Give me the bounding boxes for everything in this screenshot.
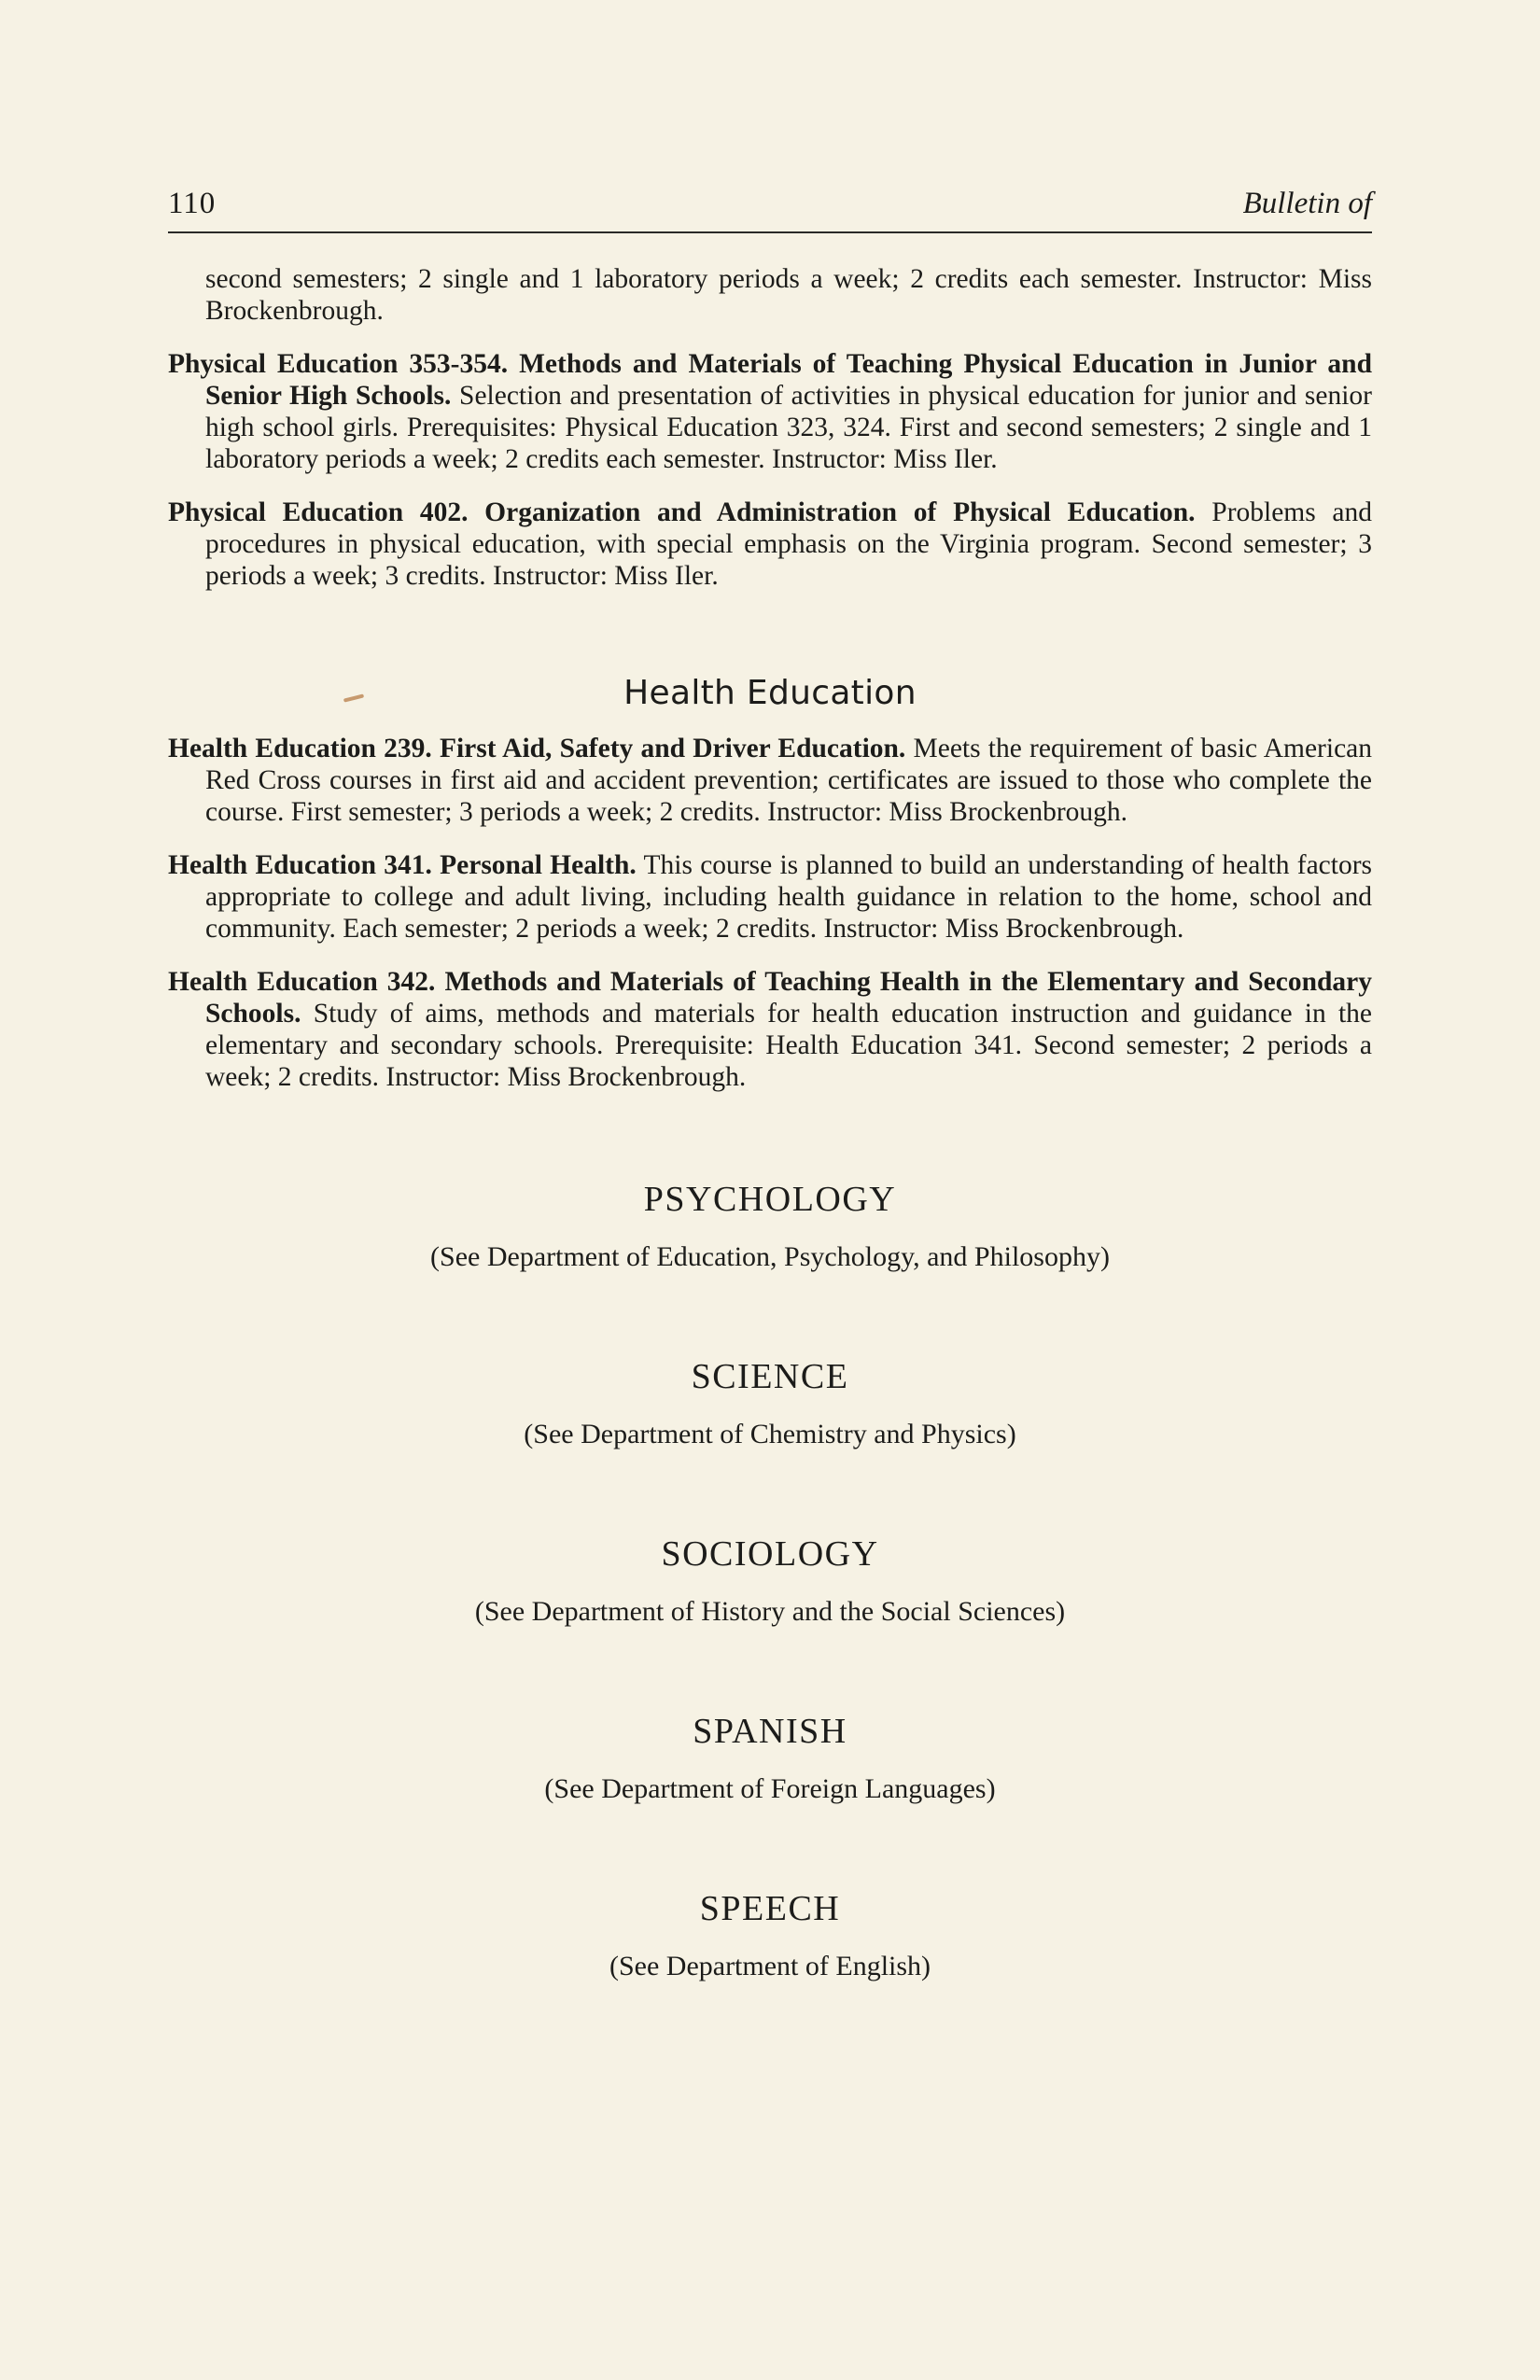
course-description: Selection and presentation of activities in physical education for junior and senior high school girls. Prerequisites: Physical Education 323, 324. First and second semesters; 2 single and 1 laboratory periods a week; 2 credits each semester. Instructor: Miss Iler.	[205, 381, 1372, 474]
course-number: Health Education 239.	[168, 734, 432, 763]
department-reference: (See Department of Foreign Languages)	[544, 1773, 996, 1804]
page-number: 110	[168, 187, 217, 220]
department-spanish	[168, 1711, 1372, 1806]
course-description: Study of aims, methods and materials for health education instruction and guidance in the elementary and secondary schools. Prerequisite: Health Education 341. Second semester; 2 periods a week; 2 credits. Instructor: Miss Brockenbrough.	[205, 999, 1372, 1092]
course-title: Personal Health.	[440, 850, 637, 880]
course-description: Problems and procedures in physical education, with special emphasis on the Virginia program. Second semester; 3 periods a week; 3 credits. Instructor: Miss Iler.	[205, 497, 1373, 591]
course-number: Health Education 342.	[168, 967, 436, 997]
department-title: SOCIOLOGY	[661, 1534, 879, 1574]
department-title: SCIENCE	[691, 1357, 849, 1396]
department-reference: (See Department of History and the Social Sciences)	[474, 1596, 1066, 1627]
page-header	[168, 187, 1372, 233]
department-title: PSYCHOLOGY	[643, 1180, 897, 1219]
course-entry	[168, 348, 1372, 475]
course-number: Physical Education 353-354.	[168, 349, 509, 379]
course-description: Meets the requirement of basic American Red Cross courses in first aid and accident prevention; certificates are issued to those who complete the course. First semester; 3 periods a week; 2 credits. Instructor: Miss Brockenbrough.	[205, 734, 1373, 827]
course-entry	[168, 733, 1372, 828]
course-entry	[168, 497, 1372, 592]
department-reference: (See Department of English)	[609, 1951, 931, 1981]
course-title: Methods and Materials of Teaching Health in the Elementary and Secondary Schools.	[205, 967, 1373, 1029]
course-title: Methods and Materials of Teaching Physical Education in Junior and Senior High Schools.	[205, 349, 1372, 411]
continued-course-text: second semesters; 2 single and 1 laboratory periods a week; 2 credits each semester. Instructor: Miss Brockenbrough.	[205, 264, 1372, 326]
course-number: Physical Education 402.	[168, 497, 469, 527]
running-title: Bulletin of	[1242, 187, 1372, 220]
department-psychology	[168, 1179, 1372, 1274]
course-description: This course is planned to build an understanding of health factors appropriate to college and adult living, including health guidance in relation to the home, school and community. Each semester; 2 periods a week; 2 credits. Instructor: Miss Brockenbrough.	[205, 850, 1373, 944]
department-reference: (See Department of Education, Psychology, and Philosophy)	[430, 1241, 1110, 1272]
course-entry	[168, 966, 1372, 1093]
section-heading-health-education: Health Education	[623, 674, 917, 712]
course-title: First Aid, Safety and Driver Education.	[439, 734, 906, 763]
department-sociology	[168, 1533, 1372, 1629]
course-entry	[168, 849, 1372, 945]
department-title: SPEECH	[699, 1889, 841, 1928]
department-title: SPANISH	[693, 1712, 847, 1751]
page-content	[168, 263, 1372, 1983]
department-speech	[168, 1888, 1372, 1983]
department-science	[168, 1356, 1372, 1451]
course-number: Health Education 341.	[168, 850, 432, 880]
course-title: Organization and Administration of Physical Education.	[484, 497, 1196, 527]
department-reference: (See Department of Chemistry and Physics)	[524, 1419, 1016, 1449]
